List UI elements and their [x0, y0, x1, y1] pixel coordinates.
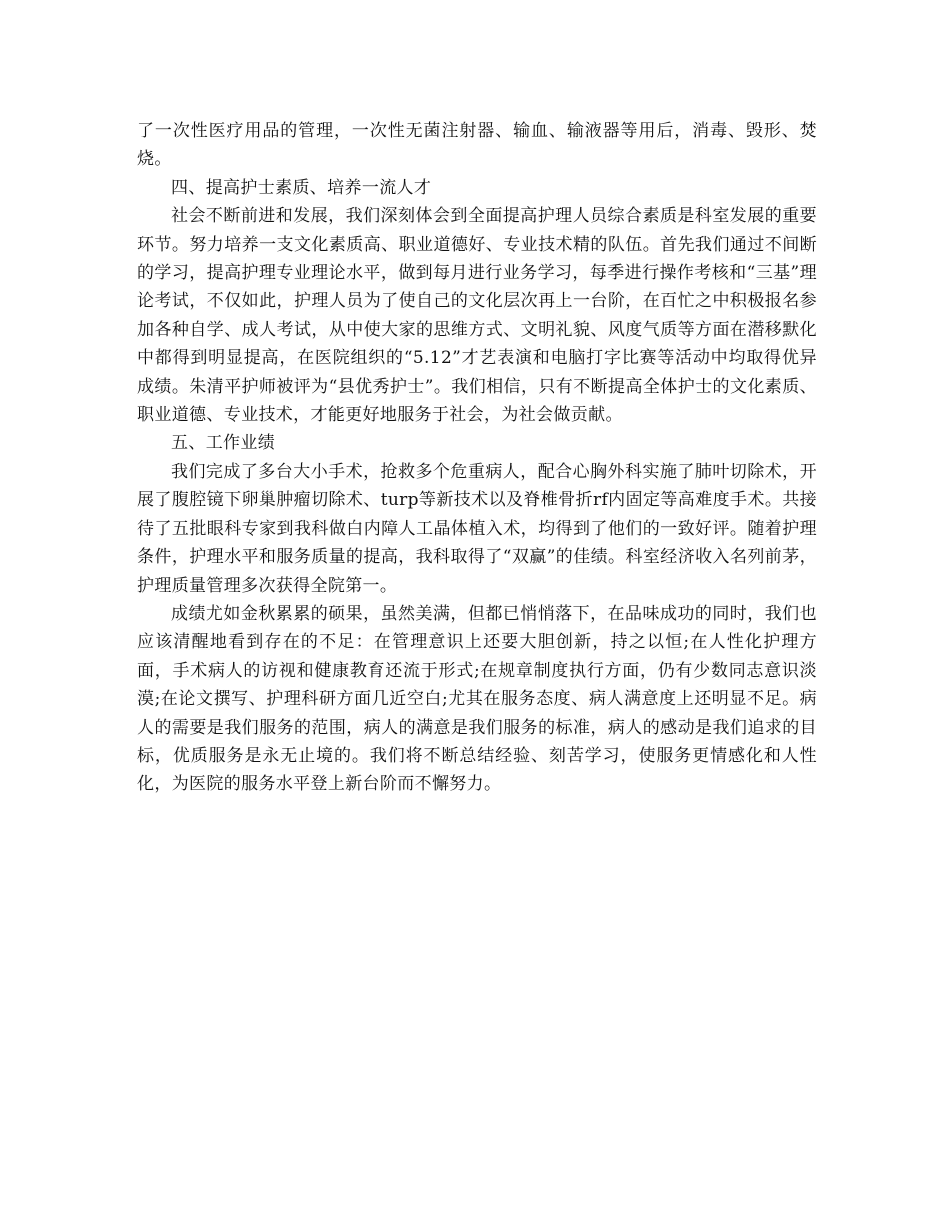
- nurse-quality-paragraph: 社会不断前进和发展，我们深刻体会到全面提高护理人员综合素质是科室发展的重要环节。努力培养一支文化素质高、职业道德好、专业技术精的队伍。首先我们通过不间断的学习，提高护理专业理论水平，做到每月进行业务学习，每季进行操作考核和“三基”理论考试，不仅如此，护理人员为了使自己的文化层次再上一台阶，在百忙之中积极报名参加各种自学、成人考试，从中使大家的思维方式、文明礼貌、风度气质等方面在潜移默化中都得到明显提高，在医院组织的“5.12”才艺表演和电脑打字比赛等活动中均取得优异成绩。朱清平护师被评为“县优秀护士”。我们相信，只有不断提高全体护士的文化素质、职业道德、专业技术，才能更好地服务于社会，为社会做贡献。: [137, 206, 817, 426]
- section-heading-five: 五、工作业绩: [171, 433, 276, 454]
- section-heading-four: 四、提高护士素质、培养一流人才: [171, 177, 432, 198]
- continuation-paragraph: 了一次性医疗用品的管理，一次性无菌注射器、输血、输液器等用后，消毒、毁形、焚烧。: [137, 121, 817, 170]
- work-achievements-paragraph: 我们完成了多台大小手术，抢救多个危重病人，配合心胸外科实施了肺叶切除术，开展了腹腔镜下卵巢肿瘤切除术、turp等新技术以及脊椎骨折rf内固定等高难度手术。共接待了五批眼科专家到我科做白内障人工晶体植入术，均得到了他们的一致好评。随着护理条件，护理水平和服务质量的提高，我科取得了“双赢”的佳绩。科室经济收入名列前茅，护理质量管理多次获得全院第一。: [137, 461, 817, 596]
- conclusion-paragraph: 成绩尤如金秋累累的硕果，虽然美满，但都已悄悄落下，在品味成功的同时，我们也应该清醒地看到存在的不足：在管理意识上还要大胆创新，持之以恒;在人性化护理方面，手术病人的访视和健康教育还流于形式;在规章制度执行方面，仍有少数同志意识淡漠;在论文撰写、护理科研方面几近空白;尤其在服务态度、病人满意度上还明显不足。病人的需要是我们服务的范围，病人的满意是我们服务的标准，病人的感动是我们追求的目标，优质服务是永无止境的。我们将不断总结经验、刻苦学习，使服务更情感化和人性化，为医院的服务水平登上新台阶而不懈努力。: [137, 603, 817, 795]
- document-body: [137, 117, 817, 799]
